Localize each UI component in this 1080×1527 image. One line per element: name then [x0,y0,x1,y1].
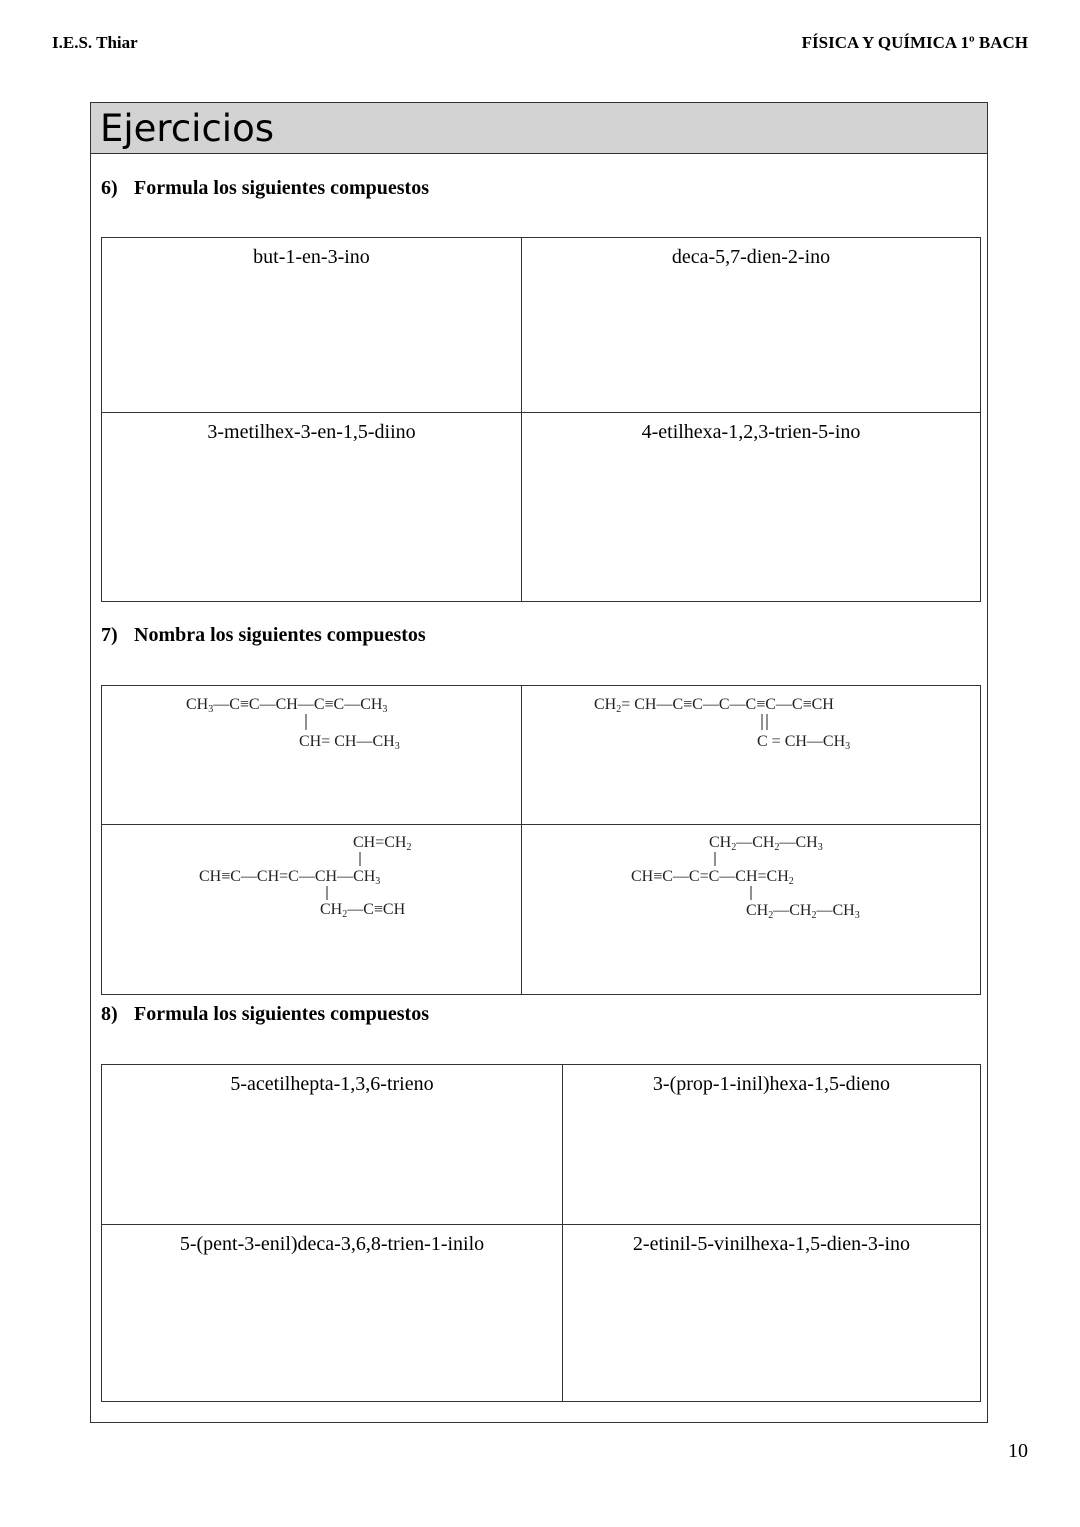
structure-2-image [522,686,981,818]
q7-table [101,685,981,995]
structure-1-image [102,686,522,818]
q6-heading [101,177,429,200]
q6-cell-2: deca-5,7-dien-2-ino [522,238,981,413]
q8-cell-3: 5-(pent-3-enil)deca-3,6,8-trien-1-inilo [102,1225,563,1402]
svg-text:CH≡C—CH=C—CH—CH3: CH≡C—CH=C—CH—CH3 [199,868,381,887]
header-school: I.E.S. Thiar [52,33,138,52]
page-number: 10 [1008,1440,1028,1462]
q6-number: 6) [101,177,118,199]
q6-cell-1: but-1-en-3-ino [102,238,522,413]
svg-text:CH2—C≡CH: CH2—C≡CH [320,901,406,920]
svg-text:C = CH—CH3: C = CH—CH3 [757,733,851,752]
svg-text:CH3—C≡C—CH—C≡C—CH3: CH3—C≡C—CH—C≡C—CH3 [186,696,388,715]
svg-text:CH2—CH2—CH3: CH2—CH2—CH3 [746,902,860,921]
q7-structure-2 [522,686,981,825]
q7-number: 7) [101,624,118,646]
q6-cell-3: 3-metilhex-3-en-1,5-diino [102,413,522,602]
q6-table [101,237,981,602]
svg-text:CH≡C—C=C—CH=CH2: CH≡C—C=C—CH=CH2 [631,868,794,887]
header-subject: FÍSICA Y QUÍMICA 1º BACH [801,33,1028,52]
structure-4-image [522,825,981,988]
q7-title: Nombra los siguientes compuestos [134,624,426,646]
q7-structure-4 [522,825,981,995]
q6-cell-4: 4-etilhexa-1,2,3-trien-5-ino [522,413,981,602]
svg-text:CH= CH—CH3: CH= CH—CH3 [299,733,400,752]
svg-text:CH=CH2: CH=CH2 [353,834,412,853]
q7-structure-3 [102,825,522,995]
q6-title: Formula los siguientes compuestos [134,177,429,199]
q8-cell-1: 5-acetilhepta-1,3,6-trieno [102,1065,563,1225]
q7-structure-1 [102,686,522,825]
exercises-frame [90,102,988,1423]
q8-cell-2: 3-(prop-1-inil)hexa-1,5-dieno [563,1065,981,1225]
svg-text:CH2= CH—C≡C—C—C≡C—C≡CH: CH2= CH—C≡C—C—C≡C—C≡CH [594,696,834,715]
q8-number: 8) [101,1003,118,1025]
svg-text:CH2—CH2—CH3: CH2—CH2—CH3 [709,834,823,853]
structure-3-image [102,825,522,988]
q8-cell-4: 2-etinil-5-vinilhexa-1,5-dien-3-ino [563,1225,981,1402]
q8-heading [101,1003,429,1026]
q8-table [101,1064,981,1402]
q8-title: Formula los siguientes compuestos [134,1003,429,1025]
q7-heading [101,624,426,647]
section-title: Ejercicios [91,103,987,154]
